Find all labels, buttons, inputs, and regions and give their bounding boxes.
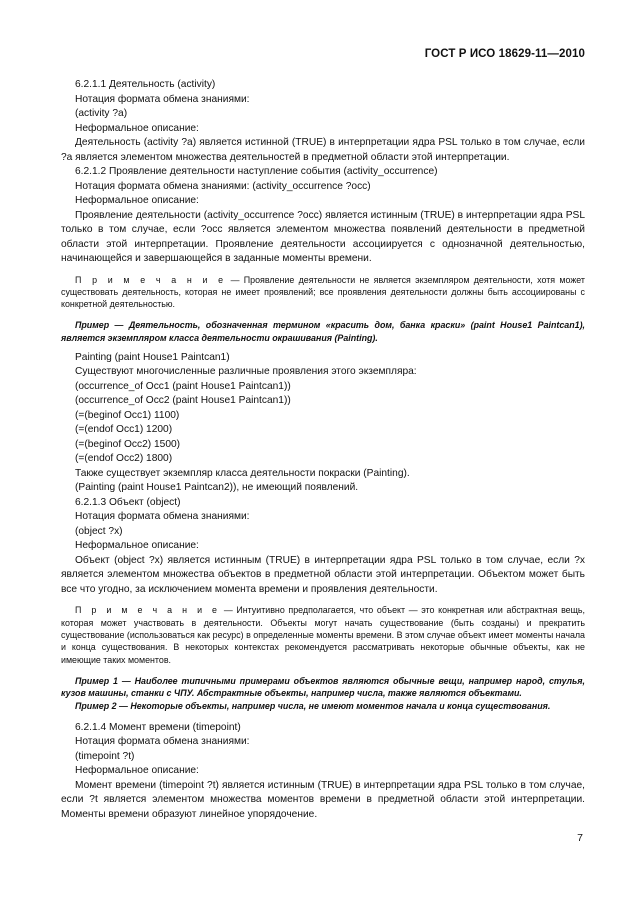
description-paragraph: Проявление деятельности (activity_occurrence ?occ) является истинным (TRUE) в интерпретации ядра PSL только в том случае, если ?occ является элементом множества появлений деятельности в предметной области этой интерпретации. Проявление деятельности ассоциируется с однозначной деятельностью, начинающейся и завершающейся в заданные моменты времени. — [61, 209, 585, 264]
informal-label: Неформальное описание: — [75, 540, 199, 552]
document-header: ГОСТ Р ИСО 18629-11—2010 — [424, 48, 585, 60]
note-text: — Проявление деятельности не является экземпляром деятельности, хотя может существовать деятельность, которая не имеет проявлений; все проявления деятельности должны быть ассоциированы с конкретной деятельностью. — [61, 274, 585, 310]
note-paragraph — [61, 274, 585, 311]
informal-label: Неформальное описание: — [75, 765, 199, 777]
informal-label: Неформальное описание: — [75, 122, 199, 134]
code-line: (occurrence_of Occ2 (paint House1 Paintcan1)) — [75, 395, 291, 407]
notation-label: Нотация формата обмена знаниями: (activity_occurrence ?occ) — [75, 180, 371, 192]
note-text: — Интуитивно предполагается, что объект — это конкретная или абстрактная вещь, которая может участвовать в деятельности. Объекты могут начать существование (быть созданы) и прекратить существование (использоваться как ресурс) в определенные моменты времени. В этом случае объект имеет моменты начала и конца существования. В некоторых контекстах рекомендуется рассматривать некоторые обычные объекты, как не имеющие таких моментов. — [61, 605, 586, 665]
section-heading-activity: 6.2.1.1 Деятельность (activity) — [75, 79, 216, 90]
code-line: (Painting (paint House1 Paintcan2)), не имеющий появлений. — [75, 482, 359, 494]
code-line: Существуют многочисленные различные проявления этого экземпляра: — [75, 366, 417, 378]
code-line: Painting (paint House1 Paintcan1) — [75, 351, 230, 363]
description-paragraph: Момент времени (timepoint ?t) является истинным (TRUE) в интерпретации ядра PSL только в том случае, если ?t является элементом множества моментов времени в предметной области этой интерпретации. Моменты времени образуют линейное упорядочение. — [61, 779, 585, 820]
code-line: (activity ?a) — [75, 108, 128, 119]
code-line: (=(endof Occ1) 1200) — [75, 424, 173, 436]
page-body — [61, 78, 585, 822]
notation-label: Нотация формата обмена знаниями: — [75, 93, 250, 105]
notation-label: Нотация формата обмена знаниями: — [75, 511, 250, 523]
page-number: 7 — [577, 832, 583, 844]
note-paragraph — [61, 604, 585, 665]
section-heading-object: 6.2.1.3 Объект (object) — [75, 496, 181, 508]
section-heading-activity-occurrence: 6.2.1.2 Проявление деятельности наступление события (activity_occurrence) — [75, 166, 438, 177]
code-line: (=(endof Occ2) 1800) — [75, 453, 173, 465]
notation-label: Нотация формата обмена знаниями: — [75, 736, 250, 748]
code-line: (timepoint ?t) — [75, 750, 135, 762]
code-line: (occurrence_of Occ1 (paint House1 Paintcan1)) — [75, 380, 291, 392]
code-line: (object ?x) — [75, 525, 123, 537]
code-line: (=(beginof Occ1) 1100) — [75, 409, 180, 421]
note-label: П р и м е ч а н и е — [75, 274, 227, 285]
note-label: П р и м е ч а н и е — [75, 605, 221, 616]
section-heading-timepoint: 6.2.1.4 Момент времени (timepoint) — [75, 721, 241, 733]
code-line: Также существует экземпляр класса деятельности покраски (Painting). — [75, 467, 410, 479]
code-line: (=(beginof Occ2) 1500) — [75, 438, 181, 450]
informal-label: Неформальное описание: — [75, 195, 199, 206]
example-paragraph: Пример — Деятельность, обозначенная термином «красить дом, банка краски» (paint House1 Paintcan1), является экземпляром класса деятельности окрашивания (Painting). — [61, 320, 585, 343]
description-paragraph: Объект (object ?x) является истинным (TRUE) в интерпретации ядра PSL только в том случае, если ?x является элементом множества объектов в предметной области этой интерпретации. Объектом может быть все что угодно, за исключением момента времени и проявления деятельности. — [61, 554, 585, 595]
example-paragraph: Пример 1 — Наиболее типичными примерами объектов являются обычные вещи, например народ, стулья, кузов машины, станки с ЧПУ. Абстрактные объекты, например числа, также являются объектами. — [61, 675, 585, 699]
description-paragraph: Деятельность (activity ?a) является истинной (TRUE) в интерпретации ядра PSL только в том случае, если ?a является элементом множества деятельностей в предметной области этой интерпретации. — [61, 137, 585, 163]
example-paragraph: Пример 2 — Некоторые объекты, например числа, не имеют моментов начала и конца существования. — [75, 700, 551, 711]
